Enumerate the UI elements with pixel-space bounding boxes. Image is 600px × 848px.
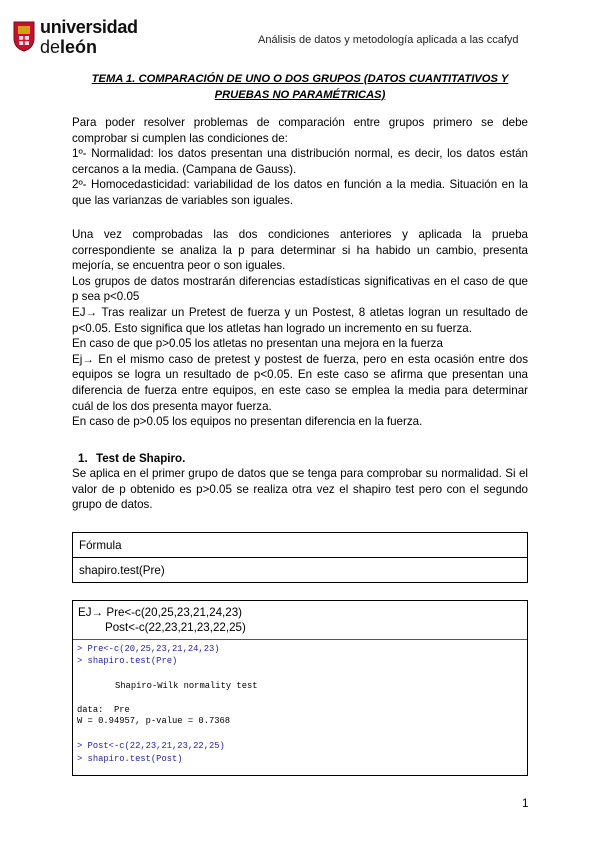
formula-value-cell: shapiro.test(Pre) <box>73 558 528 583</box>
body-paragraph: EJ→ Tras realizar un Pretest de fuerza y un Postest, 8 atletas logran un resultado de p<0.05. Esto significa que los atletas han logrado un incremento en su fuerza. <box>72 305 528 335</box>
section-text <box>72 466 528 513</box>
body-paragraph: En caso de p>0.05 los equipos no presentan diferencia en la fuerza. <box>72 415 423 429</box>
section-title: Test de Shapiro. <box>96 452 186 465</box>
code-input: > Pre<-c(20,25,23,21,24,23) <box>77 644 220 654</box>
example-line2: Post<-c(22,23,21,23,22,25) <box>105 621 246 634</box>
logo-line2-prefix: de <box>40 37 61 57</box>
body-paragraph: Ej→ En el mismo caso de pretest y postest de fuerza, pero en esta ocasión entre dos equipos se logra un resultado de p<0.05. En este caso se afirma que presentan una diferencia de fuerza entre equipos, en este caso se emplea la media para determinar cuál de los dos presenta mayor fuerza. <box>72 352 528 413</box>
intro-paragraph: 1º- Normalidad: los datos presentan una distribución normal, es decir, los datos están cercanos a la media. (Campana de Gauss). <box>72 147 528 176</box>
formula-header-cell: Fórmula <box>73 533 528 558</box>
intro-paragraph: Para poder resolver problemas de comparación entre grupos primero se debe comprobar si cumplen las condiciones de: <box>72 116 528 145</box>
document-title <box>72 72 528 103</box>
university-crest-icon <box>12 20 36 52</box>
page-number: 1 <box>522 797 529 810</box>
title-line2: PRUEBAS NO PARAMÉTRICAS) <box>214 88 386 101</box>
university-logo <box>8 18 148 62</box>
code-output-data: data: Pre <box>77 705 130 715</box>
intro-paragraphs <box>72 115 528 209</box>
formula-table <box>72 532 528 583</box>
code-input: > shapiro.test(Pre) <box>77 656 178 666</box>
code-output-title: Shapiro-Wilk normality test <box>115 681 258 691</box>
example-box <box>72 600 528 776</box>
intro-paragraph: 2º- Homocedasticidad: variabilidad de los datos en función a la media. Situación en la que las varianzas de variables son iguales. <box>72 178 528 207</box>
body-paragraphs <box>72 227 528 430</box>
section-heading <box>78 452 185 465</box>
title-line1: TEMA 1. COMPARACIÓN DE UNO O DOS GRUPOS (DATOS CUANTITATIVOS Y <box>91 73 509 85</box>
example-line1: EJ→ Pre<-c(20,25,23,21,24,23) <box>78 606 243 619</box>
body-paragraph: Los grupos de datos mostrarán diferencias estadísticas significativas en el caso de que p sea p<0.05 <box>72 274 528 304</box>
body-paragraph: En caso de que p>0.05 los atletas no presentan una mejora en la fuerza <box>72 337 443 351</box>
code-input: > shapiro.test(Post) <box>77 754 183 764</box>
course-header: Análisis de datos y metodología aplicada a las ccafyd <box>258 34 519 46</box>
code-input: > Post<-c(22,23,21,23,22,25) <box>77 741 225 751</box>
logo-line2-bold: león <box>60 37 98 57</box>
body-paragraph: Una vez comprobadas las dos condiciones anteriores y aplicada la prueba correspondiente se analiza la p para determinar si ha habido un cambio, presenta mejoría, se encuentra peor o son iguales. <box>72 228 528 273</box>
logo-line2 <box>40 37 97 58</box>
section-paragraph: Se aplica en el primer grupo de datos que se tenga para comprobar su normalidad. Si el valor de p obtenido es p>0.05 se realiza otra vez el shapiro test pero con el segundo grupo de datos. <box>72 467 528 512</box>
logo-line1: universidad <box>40 17 138 37</box>
section-number: 1. <box>78 452 88 465</box>
example-divider <box>73 639 527 640</box>
code-output-result: W = 0.94957, p-value = 0.7368 <box>77 716 231 726</box>
